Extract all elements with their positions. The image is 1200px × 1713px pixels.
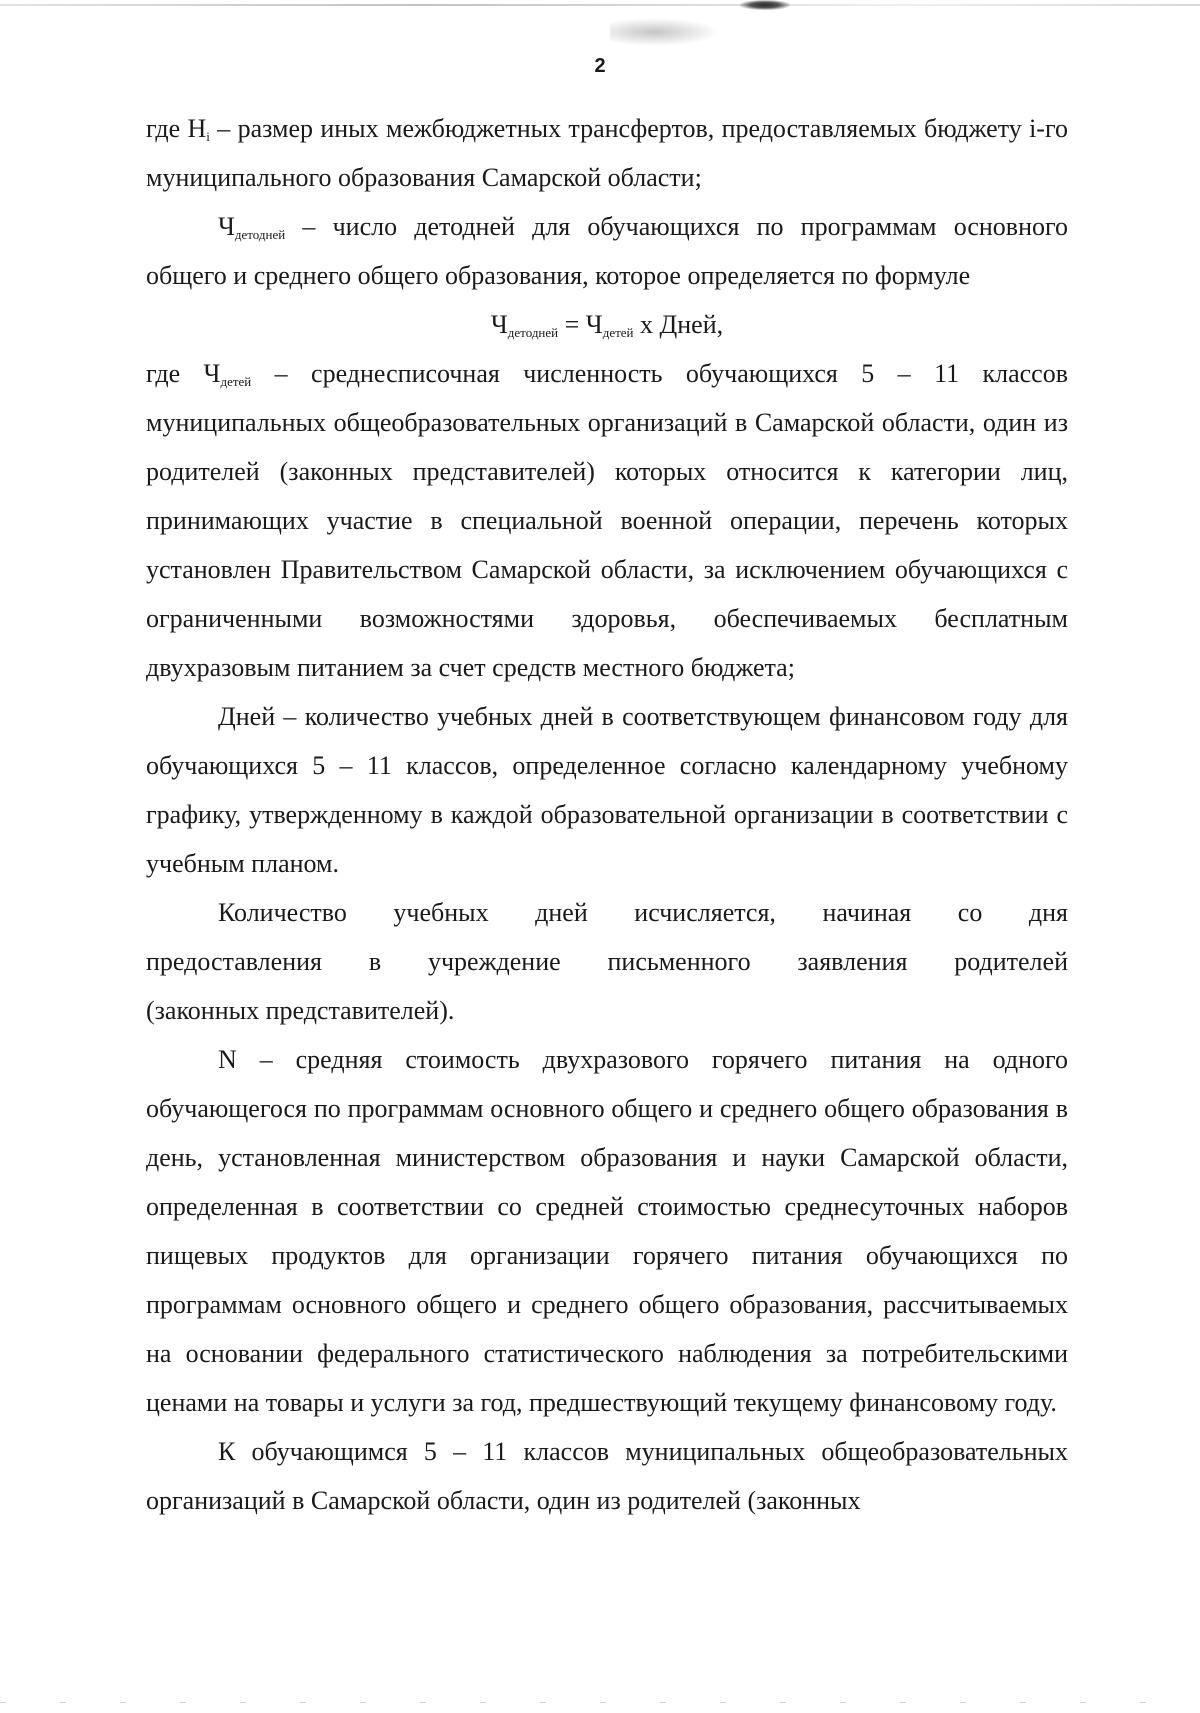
page-number: 2 [594, 55, 606, 77]
ch-detey-symbol: Ч [203, 359, 221, 388]
scan-artifact-blot [740, 0, 790, 10]
ch-detodney-text: – число детодней для обучающихся по программам основного общего и среднего общего образования, которое определяется по формуле [146, 212, 1068, 290]
paragraph-hi-definition [146, 104, 1068, 202]
scan-artifact-noise [610, 18, 720, 46]
paragraph-days-count-line3: (законных представителей). [146, 996, 455, 1025]
scan-artifact-bottom-line [0, 1702, 1200, 1703]
ch-detey-text: – среднесписочная численность обучающихся 5 – 11 классов муниципальных общеобразовательных организаций в Самарской области, один из родителей (законных представителей) которых относится к категории лиц, принимающих участие в специальной военной операции, перечень которых установлен Правительством Самарской области, за исключением обучающихся с ограниченными возможностями здоровья, обеспечиваемых бесплатным двухразовым питанием за счет средств местного бюджета; [146, 359, 1069, 682]
formula-rest: x Дней, [633, 310, 724, 339]
hi-text: – размер иных межбюджетных трансфертов, предоставляемых бюджету i-го муниципального образования Самарской области; [146, 114, 1068, 192]
document-body [146, 104, 1068, 1525]
formula-left-subscript: детодней [507, 325, 559, 340]
paragraph-days-count-line2: предоставления в учреждение письменного заявления родителей [146, 947, 1068, 976]
hi-prefix: где H [146, 114, 207, 143]
ch-symbol: Ч [218, 212, 235, 241]
formula-right-subscript: детей [602, 325, 634, 340]
paragraph-n-definition: N – средняя стоимость двухразового горячего питания на одного обучающегося по программам основного общего и среднего общего образования в день, установленная министерством образования и науки Самарской области, определенная в соответствии со средней стоимостью среднесуточных наборов пищевых продуктов для организации горячего питания обучающихся по программам основного общего и среднего общего образования, рассчитываемых на основании федерального статистического наблюдения за потребительскими ценами на товары и услуги за год, предшествующий текущему финансовому году. [146, 1045, 1068, 1417]
ch-detey-prefix: где [146, 359, 204, 388]
ch-detey-subscript: детей [220, 374, 252, 389]
formula-left-symbol: Ч [490, 310, 508, 339]
scan-artifact-top-line [0, 4, 1200, 6]
paragraph-days-count-line1: Количество учебных дней исчисляется, начиная со дня [218, 898, 1068, 927]
formula-right-symbol: Ч [585, 310, 603, 339]
formula-equals: = [558, 310, 586, 339]
ch-detodney-subscript: детодней [234, 227, 286, 242]
paragraph-students-category: К обучающимся 5 – 11 классов муниципальных общеобразовательных организаций в Самарской области, один из родителей (законных [146, 1437, 1068, 1515]
formula [146, 300, 1068, 349]
paragraph-dney-definition: Дней – количество учебных дней в соответствующем финансовом году для обучающихся 5 – 11 классов, определенное согласно календарному учебному графику, утвержденному в каждой образовательной организации в соответствии с учебным планом. [146, 702, 1068, 878]
paragraph-ch-detey-definition [146, 349, 1068, 692]
paragraph-ch-detodney-definition [146, 202, 1068, 300]
hi-subscript: i [206, 129, 210, 144]
